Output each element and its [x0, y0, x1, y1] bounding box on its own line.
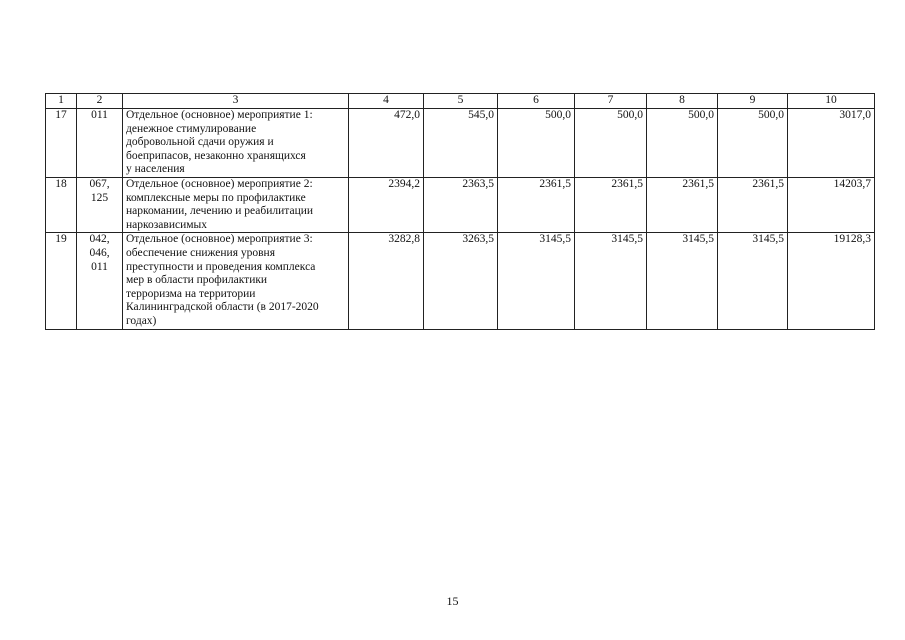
- value-cell: 14203,7: [788, 177, 875, 232]
- table-body: [46, 94, 875, 330]
- description-line: наркозависимых: [126, 218, 208, 231]
- table-row: [46, 233, 875, 329]
- value-cell: 2394,2: [349, 177, 424, 232]
- value-cell: 3145,5: [647, 233, 718, 329]
- value-cell: 3017,0: [788, 109, 875, 178]
- value-cell: 3145,5: [575, 233, 647, 329]
- description-line: у населения: [126, 163, 185, 176]
- value-cell: 500,0: [498, 109, 575, 178]
- header-cell: 6: [498, 94, 575, 109]
- description-line: комплексные меры по профилактике: [126, 191, 306, 204]
- value-cell: 2361,5: [498, 177, 575, 232]
- code-line: 046,: [89, 246, 110, 259]
- description-line: денежное стимулирование: [126, 122, 257, 135]
- value-cell: 2361,5: [575, 177, 647, 232]
- page-number: 15: [446, 594, 459, 608]
- header-row: [46, 94, 875, 109]
- row-number-cell: 18: [46, 177, 77, 232]
- code-line: 042,: [89, 233, 110, 246]
- header-cell: 5: [424, 94, 498, 109]
- value-cell: 19128,3: [788, 233, 875, 329]
- description-line: наркомании, лечению и реабилитации: [126, 205, 314, 218]
- table-row: [46, 177, 875, 232]
- value-cell: 3145,5: [718, 233, 788, 329]
- code-line: 125: [90, 191, 109, 204]
- description-cell: [123, 233, 349, 329]
- description-line: преступности и проведения комплекса: [126, 260, 316, 273]
- value-cell: 500,0: [647, 109, 718, 178]
- description-line: терроризма на территории: [126, 287, 256, 300]
- value-cell: 545,0: [424, 109, 498, 178]
- value-cell: 3263,5: [424, 233, 498, 329]
- table-row: [46, 109, 875, 178]
- code-cell: [77, 233, 123, 329]
- code-cell: [77, 109, 123, 178]
- description-line: Отдельное (основное) мероприятие 1:: [126, 109, 313, 121]
- header-cell: 2: [77, 94, 123, 109]
- description-line: мер в области профилактики: [126, 274, 268, 287]
- code-cell: [77, 177, 123, 232]
- description-line: Калининградской области (в 2017-2020: [126, 301, 319, 314]
- header-cell: 3: [123, 94, 349, 109]
- description-line: обеспечение снижения уровня: [126, 246, 276, 259]
- description-line: годах): [126, 314, 157, 327]
- value-cell: 2363,5: [424, 177, 498, 232]
- description-cell: [123, 109, 349, 178]
- description-cell: [123, 177, 349, 232]
- header-cell: 8: [647, 94, 718, 109]
- value-cell: 500,0: [575, 109, 647, 178]
- code-line: 011: [91, 260, 108, 273]
- value-cell: 2361,5: [718, 177, 788, 232]
- description-line: Отдельное (основное) мероприятие 2:: [126, 177, 313, 190]
- value-cell: 472,0: [349, 109, 424, 178]
- value-cell: 3145,5: [498, 233, 575, 329]
- header-cell: 9: [718, 94, 788, 109]
- value-cell: 2361,5: [647, 177, 718, 232]
- description-line: Отдельное (основное) мероприятие 3:: [126, 233, 313, 246]
- header-cell: 1: [46, 94, 77, 109]
- value-cell: 3282,8: [349, 233, 424, 329]
- code-line: 011: [91, 109, 108, 121]
- value-cell: 500,0: [718, 109, 788, 178]
- row-number-cell: 19: [46, 233, 77, 329]
- code-line: 067,: [89, 177, 110, 190]
- header-cell: 7: [575, 94, 647, 109]
- description-line: боеприпасов, незаконно хранящихся: [126, 149, 306, 162]
- header-cell: 10: [788, 94, 875, 109]
- row-number-cell: 17: [46, 109, 77, 178]
- header-cell: 4: [349, 94, 424, 109]
- budget-table: [45, 93, 875, 330]
- description-line: добровольной сдачи оружия и: [126, 136, 274, 149]
